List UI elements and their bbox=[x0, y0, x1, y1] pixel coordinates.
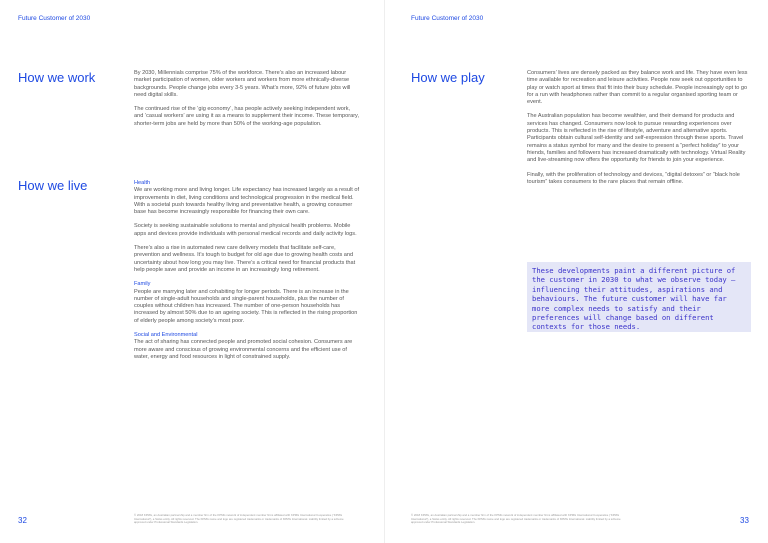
legal-footer: © 2018 KPMG, an Australian partnership and a member firm of the KPMG network of independent member firms affiliated with KPMG International Cooperative (“KPMG International”), a Swiss entity. All rights reserved. The KPMG name and logo are registered trademarks or trademarks of KPMG International. Liability limited by a scheme approved under Professional Standards Legislation. bbox=[134, 513, 344, 525]
running-header: Future Customer of 2030 bbox=[411, 15, 484, 22]
work-section-text bbox=[134, 70, 360, 135]
legal-footer: © 2018 KPMG, an Australian partnership and a member firm of the KPMG network of independent member firms affiliated with KPMG International Cooperative (“KPMG International”), a Swiss entity. All rights reserved. The KPMG name and logo are registered trademarks or trademarks of KPMG International. Liability limited by a scheme approved under Professional Standards Legislation. bbox=[411, 513, 621, 525]
paragraph: Consumers’ lives are densely packed as they balance work and life. They have even less time available for recreation and leisure activities. People now seek out opportunities to play or watch sport at times that fit into their busy schedule. People increasingly opt to go for a run with headphones rather than commit to a regular organised sporting team or event. bbox=[527, 70, 748, 106]
paragraph: There’s also a rise in automated new care delivery models that facilitate self-care, prevention and wellness. It’s tough to budget for old age due to growing health costs and uncertainty about how long you may live. There’s a critical need for financial products that help people save and provide an income in an increasingly long retirement. bbox=[134, 245, 356, 273]
paragraph: We are working more and living longer. Life expectancy has increased largely as a result of improvements in diet, living conditions and technological progression in the medical field. With a societal push towards healthy living and preventative health, a growing consumer base has become increasingly responsible for financing their own care. bbox=[134, 187, 360, 216]
subheading-social-environmental: Social and Environmental bbox=[134, 332, 198, 339]
paragraph: Society is seeking sustainable solutions to mental and physical health problems. Mobile apps and devices provide individuals with personal medical records and daily activity logs. bbox=[134, 223, 357, 237]
play-section-text bbox=[527, 70, 749, 193]
heading-how-we-live: How we live bbox=[18, 178, 88, 193]
page-number: 32 bbox=[18, 516, 27, 525]
paragraph: Finally, with the proliferation of technology and devices, “digital detoxes” or “black hole tourism” takes consumers to the rare places that remain offline. bbox=[527, 171, 740, 185]
callout-box: These developments paint a different picture of the customer in 2030 to what we observe today – influencing their attitudes, aspirations and behaviours. The future customer will have far more complex needs to satisfy and their preferences will change based on different contexts for those needs. bbox=[527, 262, 751, 332]
paragraph: The act of sharing has connected people and promoted social cohesion. Consumers are more aware and conscious of growing environmental concerns and the efficient use of water, energy and food resources in light of constrained supply. bbox=[134, 339, 353, 360]
paragraph: By 2030, Millennials comprise 75% of the workforce. There’s also an increased labour market participation of women, older workers and workers from more ethnically-diverse backgrounds. People change jobs every 3-5 years. What’s more, 92% of future jobs will need digital skills. bbox=[134, 70, 351, 98]
right-page bbox=[384, 0, 768, 543]
paragraph: The Australian population has become wealthier, and their demand for products and services has changed. Consumers now look to pursue rewarding experiences over products. This is reflected in the rise of lifestyle, adventure and alternative sports. Participants obtain cultural self-identity and self-expression through these sports. Travel remains a status symbol for many and the desire to present a “perfect holiday” to your friends, families and followers has increased dramatically with technology. Virtual Reality and live-streaming now offers the opportunity for friends to join your experience. bbox=[527, 113, 746, 164]
running-header: Future Customer of 2030 bbox=[18, 15, 91, 22]
heading-how-we-play: How we play bbox=[411, 70, 485, 85]
page-number: 33 bbox=[740, 516, 749, 525]
paragraph: The continued rise of the ‘gig economy’, has people actively seeking independent work, and ‘casual workers’ are using it as a means to supplement their income. These temporary, shorter-term jobs are held by more than 50% of the working-age population. bbox=[134, 106, 359, 127]
live-section-text bbox=[134, 180, 360, 368]
subheading-family: Family bbox=[134, 281, 151, 288]
heading-how-we-work: How we work bbox=[18, 70, 96, 85]
subheading-health: Health bbox=[134, 180, 151, 186]
paragraph: People are marrying later and cohabiting for longer periods. There is an increase in the number of single-adult households and single-parent households, plus the number of couples without children has increased. The number of one-person households has increased by almost 50% due to an ageing society. This is reflected in the rising proportion of elderly people among society’s most poor. bbox=[134, 288, 358, 324]
